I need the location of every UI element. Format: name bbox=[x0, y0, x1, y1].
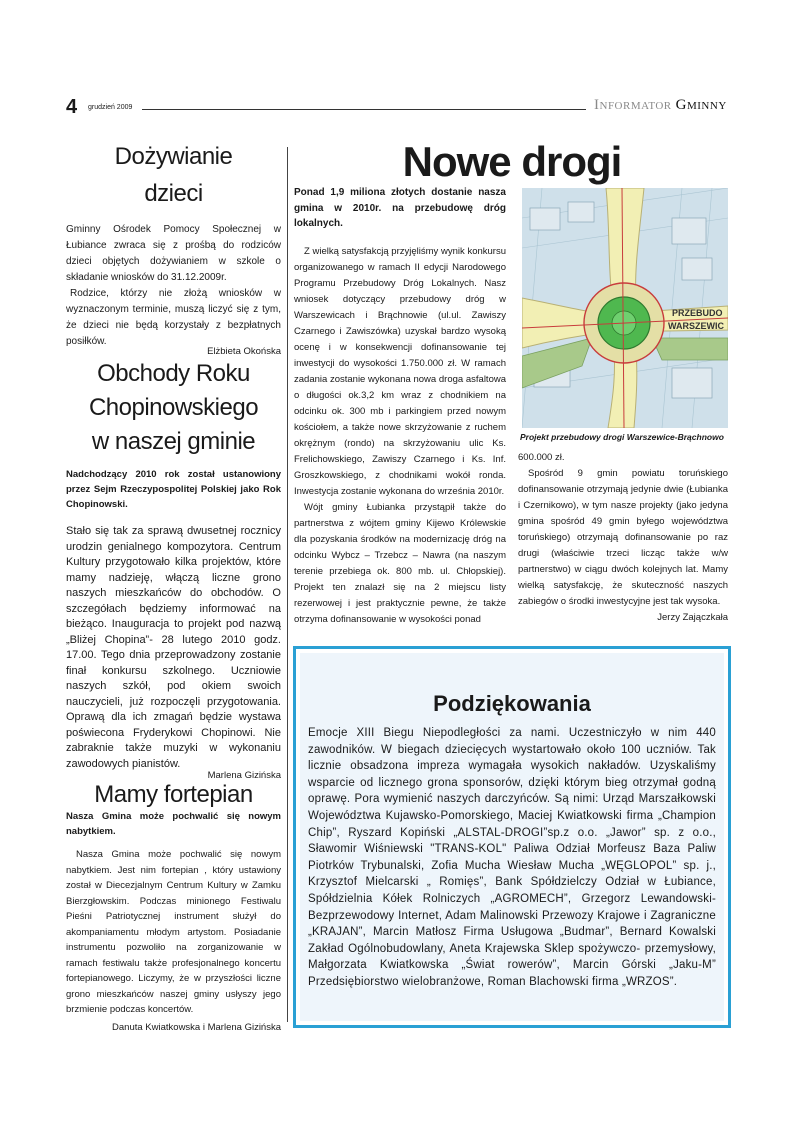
masthead-second: Gminny bbox=[675, 97, 727, 113]
map-label-line1: PRZEBUDO bbox=[672, 308, 723, 318]
podziekowania-body: Emocje XIII Biegu Niepodległości za nami. Uczestniczyło w nim 440 zawodników. W biegach dziecięcych wystartowało około 100 uczniów. Tak licznie obsadzona impreza wymagała wysokich nakładów. Uzyskaliśmy wsparcie od licznego grona sponsorów, dzięki którym bieg otrzymał godną oprawę. Pora wymienić naszych darczyńców. Są nimi: Urząd Marszałkowski Województwa Kujawsko-Pomorskiego, Maciej Kwiatkowski firma „Champion Chip”, Ryszard Kopiński „ALSTAL-DROGI”sp.z o.o. „Jawor” sp. z o.o., Sławomir Wiśniewski "TRANS-KOL" Paliwa Odział Morfeusz Baza Paliw Piotrków Trybunalski, Zofia Mucha Wiesław Mucha „WĘGLOPOL” sp. j., Krzysztof Mielcarski „ Romięs”, Bank Spółdzielczy Odział w Łubiance, Spółdzielnia Kółek Rolniczych „AGROMECH”, Grzegorz Lewandowski-Bezprzewodowy Internet, Adam Malinowski Przewozy Krajowe i Zagraniczne „KRAJAN”, Marcin Matłosz Firma Usługowa „Budmar”, Bernard Kowalski Zakład Ogólnobudowlany, Aneta Krajewska Sklep spożywczo- przemysłowy, Małgorzata Kwiatkowska „Świat rowerów”, Marcin Górski „Jaku-M” Przedsiębiorstwo wielobranżowe, Roman Blachowski firma „WRZOS”. bbox=[308, 727, 716, 988]
road-project-map-image bbox=[522, 188, 728, 428]
podziekowania-box-inner bbox=[300, 653, 724, 1021]
chopin-signature: Marlena Gizińska bbox=[207, 770, 281, 781]
masthead-first: Informator bbox=[594, 97, 672, 113]
drogi-column-1 bbox=[294, 185, 506, 628]
chopin-lead: Nadchodzący 2010 rok został ustanowiony przez Sejm Rzeczypospolitej Polskiej jako Rok Chopinowski. bbox=[66, 469, 281, 510]
dozywianie-paragraph-2: Rodzice, którzy nie złożą wniosków w wyznaczonym terminie, muszą liczyć się z tym, że dzieci nie będą korzystały z bezpłatnych posiłków. bbox=[66, 288, 281, 347]
chopin-title-line3: w naszej gminie bbox=[91, 428, 256, 455]
fortepian-lead: Nasza Gmina może pochwalić się nowym nabytkiem. bbox=[66, 811, 281, 837]
drogi-title: Nowe drogi bbox=[402, 138, 622, 185]
drogi-paragraph-1: Z wielką satysfakcją przyjęliśmy wynik konkursu organizowanego w ramach II edycji Narodowego Programu Przebudowy Dróg Lokalnych. Nasz wniosek dotyczący przebudowy dróg w Warszewicach i Brąchnowie (ul.ul. Zawiszy Czarnego i Zawiszówka) uzyskał bardzo wysoką ocenę i w konsekwencji dofinansowanie tej inwestycji do wysokości 1.750.000 zł. W ramach zadania zostanie wykonana nowa droga asfaltowa o długości ok.3,2 km wraz z chodnikiem na odcinku ok. 300 mb i parkingiem przed nowym kościołem, a także nowe skrzyżowanie z ruchem okrężnym (rondo) na skrzyżowaniu ulic Ks. Frelichowskiego, Zawiszy Czarnego i Ks. Inf. Groszkowskiego, z chodnikami wokół ronda. Inwestycja zostanie wykonana do września 2010r. bbox=[294, 245, 506, 497]
dozywianie-signature: Elżbieta Okońska bbox=[207, 346, 281, 357]
road-project-map bbox=[522, 188, 728, 428]
drogi-paragraph-3: Spośród 9 gmin powiatu toruńskiego dofinansowanie otrzymają jedynie dwie (Łubianka i Czernikowo), w tym nasze projekty (jako jedyna gmina spośród 49 gmin byłego województwa toruńskiego) otrzymają dofinansowanie po raz drugi (właściwie trzeci licząc także w/w partnerstwo) w ciągu dwóch kolejnych lat. Mamy wielką satysfakcję, że skuteczność naszych zabiegów o środki inwestycyjne jest tak wysoka. bbox=[518, 468, 728, 607]
dozywianie-title bbox=[66, 138, 281, 212]
chopin-title bbox=[66, 357, 281, 459]
dozywianie-title-line2: dzieci bbox=[144, 180, 203, 207]
podziekowania-box bbox=[293, 646, 731, 1028]
issue-date: grudzień 2009 bbox=[88, 104, 133, 111]
page-number: 4 bbox=[66, 96, 78, 118]
chopin-title-line1: Obchody Roku bbox=[97, 360, 250, 387]
masthead bbox=[594, 97, 727, 114]
chopin-title-line2: Chopinowskiego bbox=[88, 394, 259, 421]
drogi-continuation: 600.000 zł. bbox=[518, 452, 565, 463]
fortepian-body: Nasza Gmina może pochwalić się nowym nabytkiem. Jest nim fortepian , który ustawiony został w Diecezjalnym Centrum Kultury w Zamku Bierzgłowskim. Podczas minionego Festiwalu Pieśni Patriotycznej instrument służył do akompaniamentu młodym artystom. Posiadanie instrumentu pozwoliło na zorganizowanie w ramach festiwalu także profesjonalnego koncertu fortepianowego. Liczymy, że w przyszłości liczne grono mieszkańców naszej gminy usłyszy jego brzmienie podczas koncertów. bbox=[66, 849, 281, 1015]
chopin-body: Stało się tak za sprawą dwusetnej rocznicy urodzin genialnego kompozytora. Centrum Kultury przygotowało kilka projektów, które mamy nadzieję, włączą liczne grono naszych mieszkańców do obchodów. O szczegółach będziemy informować na bieżąco. Inauguracja to projekt pod nazwą „Bliżej Chopina”- 28 lutego 2010 godz. 17.00. Tego dnia przeprowadzony zostanie finał konkursu szkolnego. Uczniowie naszych szkół, pod okiem swoich nauczycieli, już rozpoczęli przygotowania. Oprawą dla ich zmagań będzie wystawa poświecona Fryderykowi Chopinowi. Nie zabraknie także muzyki w wykonaniu zawodowych pianistów. bbox=[66, 525, 281, 770]
dozywianie-paragraph-1: Gminny Ośrodek Pomocy Społecznej w Łubiance zwraca się z prośbą do rodziców dzieci objętych dożywianiem w szkole o składanie wniosków do 31.12.2009r. bbox=[66, 224, 281, 283]
drogi-signature: Jerzy Zajączkała bbox=[657, 612, 728, 623]
dozywianie-title-line1: Dożywianie bbox=[114, 143, 233, 170]
drogi-column-2 bbox=[518, 450, 728, 623]
fortepian-signature: Danuta Kwiatkowska i Marlena Gizińska bbox=[112, 1021, 281, 1033]
map-label-line2: WARSZEWIC bbox=[668, 321, 724, 331]
map-caption: Projekt przebudowy drogi Warszewice-Brąchnowo bbox=[520, 432, 724, 442]
drogi-lead: Ponad 1,9 miliona złotych dostanie nasza gmina w 2010r. na przebudowę dróg lokalnych. bbox=[294, 187, 506, 229]
header-rule bbox=[142, 109, 586, 110]
column-divider bbox=[287, 147, 288, 1022]
left-column bbox=[66, 138, 281, 1033]
drogi-paragraph-2: Wójt gminy Łubianka przystąpił także do partnerstwa z wójtem gminy Kijewo Królewskie dla pozyskania środków na modernizację dróg na odcinku Wybcz – Trzebcz – Nawra (na naszym terenie przebiega ok. 800 mb. ul. Chłopskiej). Projekt ten znalazł się na 2 miejscu listy rezerwowej i jest praktycznie pewne, że także otrzyma dofinansowanie w wysokości ponad bbox=[294, 501, 506, 625]
podziekowania-title: Podziękowania bbox=[433, 691, 591, 716]
fortepian-title: Mamy fortepian bbox=[94, 781, 253, 808]
